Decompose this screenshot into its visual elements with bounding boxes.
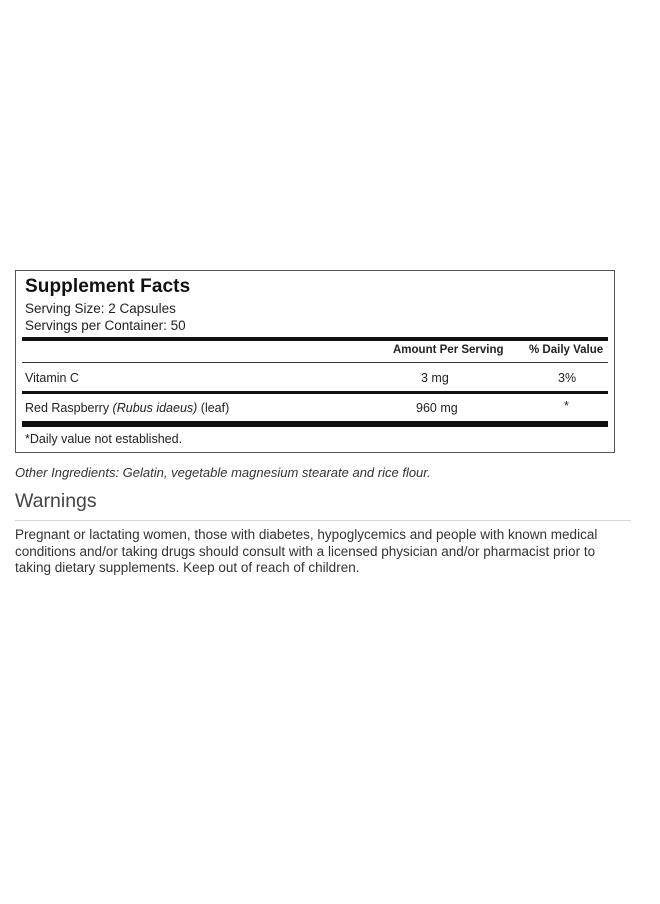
- supplement-facts-panel: [15, 270, 615, 453]
- other-ingredients: Other Ingredients: Gelatin, vegetable magnesium stearate and rice flour.: [15, 465, 431, 480]
- header-divider: [22, 337, 608, 341]
- footer-divider: [22, 421, 608, 427]
- daily-value-column-header: % Daily Value: [529, 344, 604, 356]
- ingredient-plant-part: (leaf): [197, 401, 230, 415]
- supplement-facts-title: Supplement Facts: [25, 276, 191, 297]
- ingredient-amount: 960 mg: [416, 401, 458, 415]
- column-header-divider: [22, 362, 608, 363]
- serving-size: Serving Size: 2 Capsules: [25, 301, 176, 316]
- ingredient-name: [25, 401, 229, 415]
- ingredient-common-name: Red Raspberry: [25, 401, 113, 415]
- daily-value-footnote: *Daily value not established.: [25, 432, 183, 446]
- warnings-divider: [15, 520, 631, 521]
- nutrient-daily-value: 3%: [558, 371, 577, 385]
- ingredient-latin-name: (Rubus idaeus): [112, 401, 198, 415]
- warnings-text: Pregnant or lactating women, those with diabetes, hypoglycemics and people with known medical conditions and/or taking drugs should consult with a licensed physician and/or pharmacist prior to taking dietary supplements. Keep out of reach of children.: [15, 527, 598, 575]
- nutrient-name: Vitamin C: [25, 371, 79, 385]
- amount-column-header: Amount Per Serving: [393, 344, 504, 356]
- row-divider: [22, 391, 608, 394]
- ingredient-daily-value: *: [564, 399, 569, 413]
- servings-per-container: Servings per Container: 50: [25, 318, 186, 333]
- nutrient-amount: 3 mg: [421, 371, 449, 385]
- warnings-heading: Warnings: [15, 490, 97, 512]
